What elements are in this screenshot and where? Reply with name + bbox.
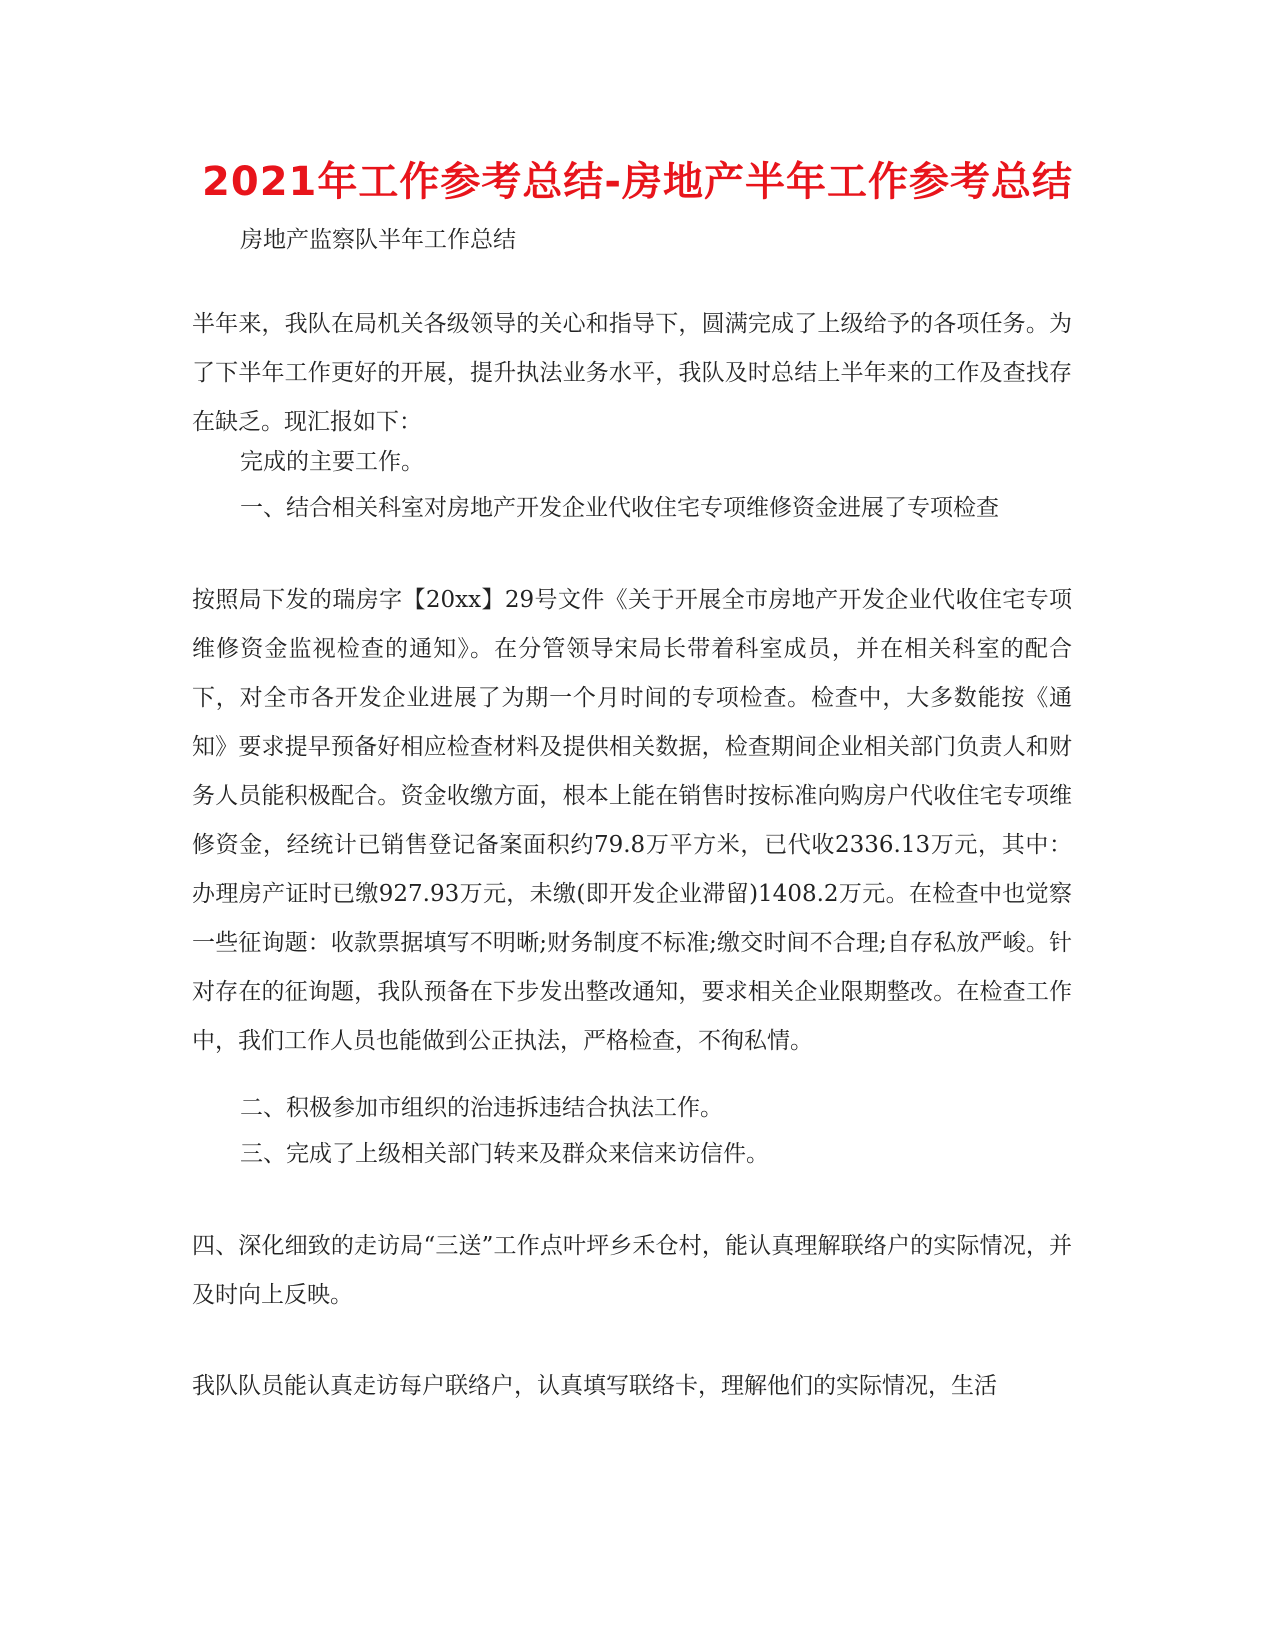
document-title: 2021年工作参考总结-房地产半年工作参考总结 bbox=[202, 159, 1073, 205]
item-3: 三、完成了上级相关部门转来及群众来信来访信件。 bbox=[240, 1141, 769, 1167]
intro-paragraph: 半年来，我队在局机关各级领导的关心和指导下，圆满完成了上级给予的各项任务。为了下半年工作更好的开展，提升执法业务水平，我队及时总结上半年来的工作及查找存在缺乏。现汇报如下： bbox=[192, 311, 1072, 435]
item-2: 二、积极参加市组织的治违拆违结合执法工作。 bbox=[240, 1095, 723, 1121]
main-work-heading: 完成的主要工作。 bbox=[240, 449, 424, 475]
item-4: 四、深化细致的走访局“三送”工作点叶坪乡禾仓村，能认真理解联络户的实际情况，并及时向上反映。 bbox=[192, 1233, 1072, 1308]
last-paragraph: 我队队员能认真走访每户联络户，认真填写联络卡，理解他们的实际情况，生活 bbox=[192, 1373, 997, 1399]
document-subtitle: 房地产监察队半年工作总结 bbox=[240, 227, 516, 253]
item-1-heading: 一、结合相关科室对房地产开发企业代收住宅专项维修资金进展了专项检查 bbox=[240, 495, 999, 521]
item-1-body: 按照局下发的瑞房字【20xx】29号文件《关于开展全市房地产开发企业代收住宅专项维修资金监视检查的通知》。在分管领导宋局长带着科室成员，并在相关科室的配合下，对全市各开发企业进展了为期一个月时间的专项检查。检查中，大多数能按《通知》要求提早预备好相应检查材料及提供相关数据，检查期间企业相关部门负责人和财务人员能积极配合。资金收缴方面，根本上能在销售时按标准向购房户代收住宅专项维修资金，经统计已销售登记备案面积约79.8万平方米，已代收2336.13万元，其中：办理房产证时已缴927.93万元，未缴(即开发企业滞留)1408.2万元。在检查中也觉察一些征询题：收款票据填写不明晰;财务制度不标准;缴交时间不合理;自存私放严峻。针对存在的征询题，我队预备在下步发出整改通知，要求相关企业限期整改。在检查工作中，我们工作人员也能做到公正执法，严格检查，不徇私情。 bbox=[192, 587, 1072, 1054]
